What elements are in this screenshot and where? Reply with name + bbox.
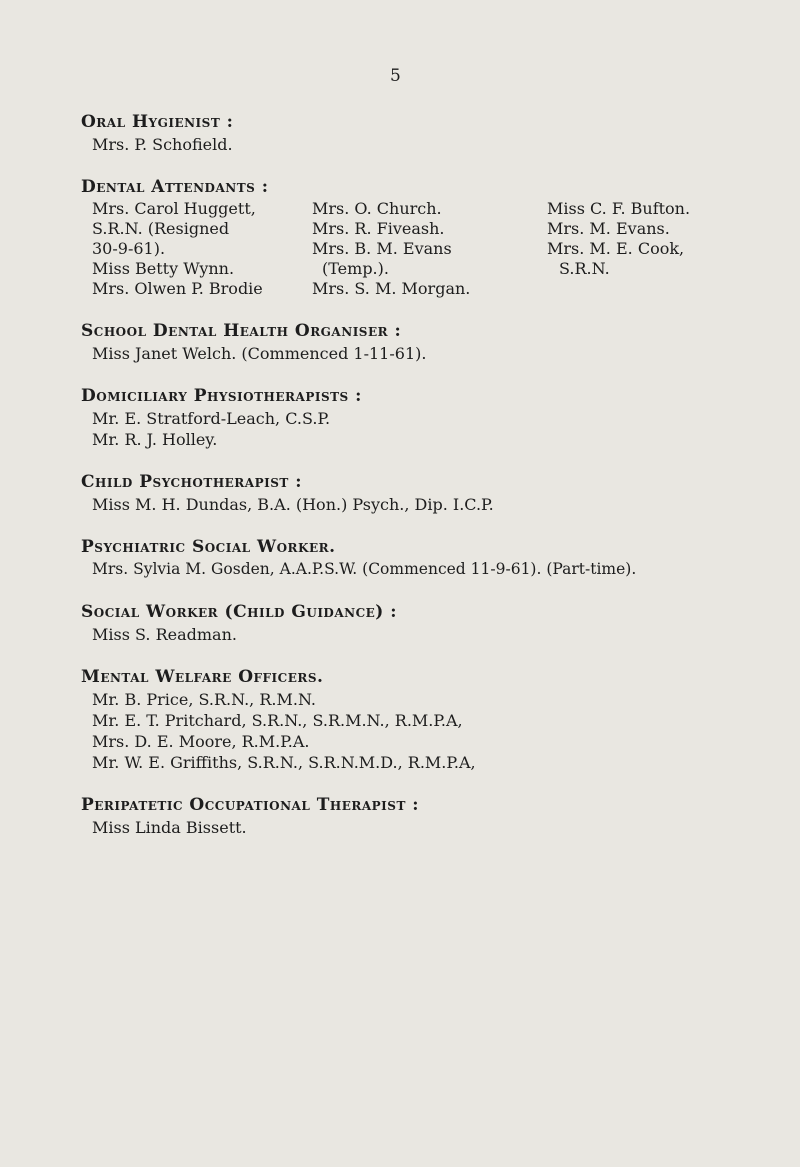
section-heading: Child Psychotherapist : [81, 472, 303, 492]
staff-entry: Miss S. Readman. [92, 625, 237, 644]
section-domiciliary-physiotherapists [81, 386, 781, 450]
staff-entry: Mrs. Carol Huggett, [92, 199, 256, 218]
staff-entry: Mr. E. Stratford-Leach, C.S.P. [92, 409, 331, 428]
staff-entry: Mrs. D. E. Moore, R.M.P.A. [92, 732, 310, 751]
staff-entry: Mrs. M. Evans. [547, 219, 670, 238]
staff-entry: (Temp.). [322, 259, 389, 278]
section-oral-hygienist [81, 112, 781, 155]
dental-attendants-columns [92, 199, 781, 299]
section-child-psychotherapist [81, 472, 781, 515]
staff-entry: Mrs. P. Schofield. [92, 135, 233, 154]
section-peripatetic-occupational-therapist [81, 795, 781, 838]
staff-entry: Mrs. Olwen P. Brodie [92, 279, 263, 298]
column-1 [92, 199, 312, 299]
section-heading: Social Worker (Child Guidance) : [81, 602, 398, 622]
staff-entry: Miss Betty Wynn. [92, 259, 235, 278]
section-heading: Oral Hygienist : [81, 112, 234, 132]
staff-entry: Mr. R. J. Holley. [92, 430, 218, 449]
staff-entry: Mrs. B. M. Evans [312, 239, 452, 258]
page-number: 5 [390, 66, 401, 86]
section-psychiatric-social-worker [81, 537, 781, 580]
section-heading: Mental Welfare Officers. [81, 667, 324, 687]
staff-entry: Miss M. H. Dundas, B.A. (Hon.) Psych., Dip. I.C.P. [92, 495, 494, 514]
staff-list [81, 112, 781, 860]
section-heading: School Dental Health Organiser : [81, 321, 402, 341]
section-school-dental [81, 321, 781, 364]
section-heading: Domiciliary Physiotherapists : [81, 386, 362, 406]
section-heading: Psychiatric Social Worker. [81, 537, 336, 557]
staff-entry: Miss Linda Bissett. [92, 818, 247, 837]
staff-entry: Mrs. R. Fiveash. [312, 219, 445, 238]
staff-entry: Mrs. M. E. Cook, [547, 239, 685, 258]
section-heading: Dental Attendants : [81, 177, 269, 197]
section-dental-attendants [81, 177, 781, 299]
section-social-worker [81, 602, 781, 645]
staff-entry: Mr. B. Price, S.R.N., R.M.N. [92, 690, 317, 709]
staff-entry: Miss Janet Welch. (Commenced 1-11-61). [92, 344, 427, 363]
staff-entry: Mr. E. T. Pritchard, S.R.N., S.R.M.N., R.M.P.A, [92, 711, 463, 730]
staff-entry: 30-9-61). [92, 239, 166, 258]
column-2 [312, 199, 547, 299]
column-3 [547, 199, 767, 299]
staff-entry: S.R.N. [559, 259, 610, 278]
section-heading: Peripatetic Occupational Therapist : [81, 795, 420, 815]
staff-entry: Mrs. O. Church. [312, 199, 442, 218]
staff-entry: Mrs. S. M. Morgan. [312, 279, 471, 298]
staff-entry: Mr. W. E. Griffiths, S.R.N., S.R.N.M.D., R.M.P.A, [92, 753, 476, 772]
staff-entry: Mrs. Sylvia M. Gosden, A.A.P.S.W. (Commenced 11-9-61). (Part-time). [92, 560, 637, 578]
section-mental-welfare-officers [81, 667, 781, 773]
staff-entry: S.R.N. (Resigned [92, 219, 230, 238]
staff-entry: Miss C. F. Bufton. [547, 199, 691, 218]
